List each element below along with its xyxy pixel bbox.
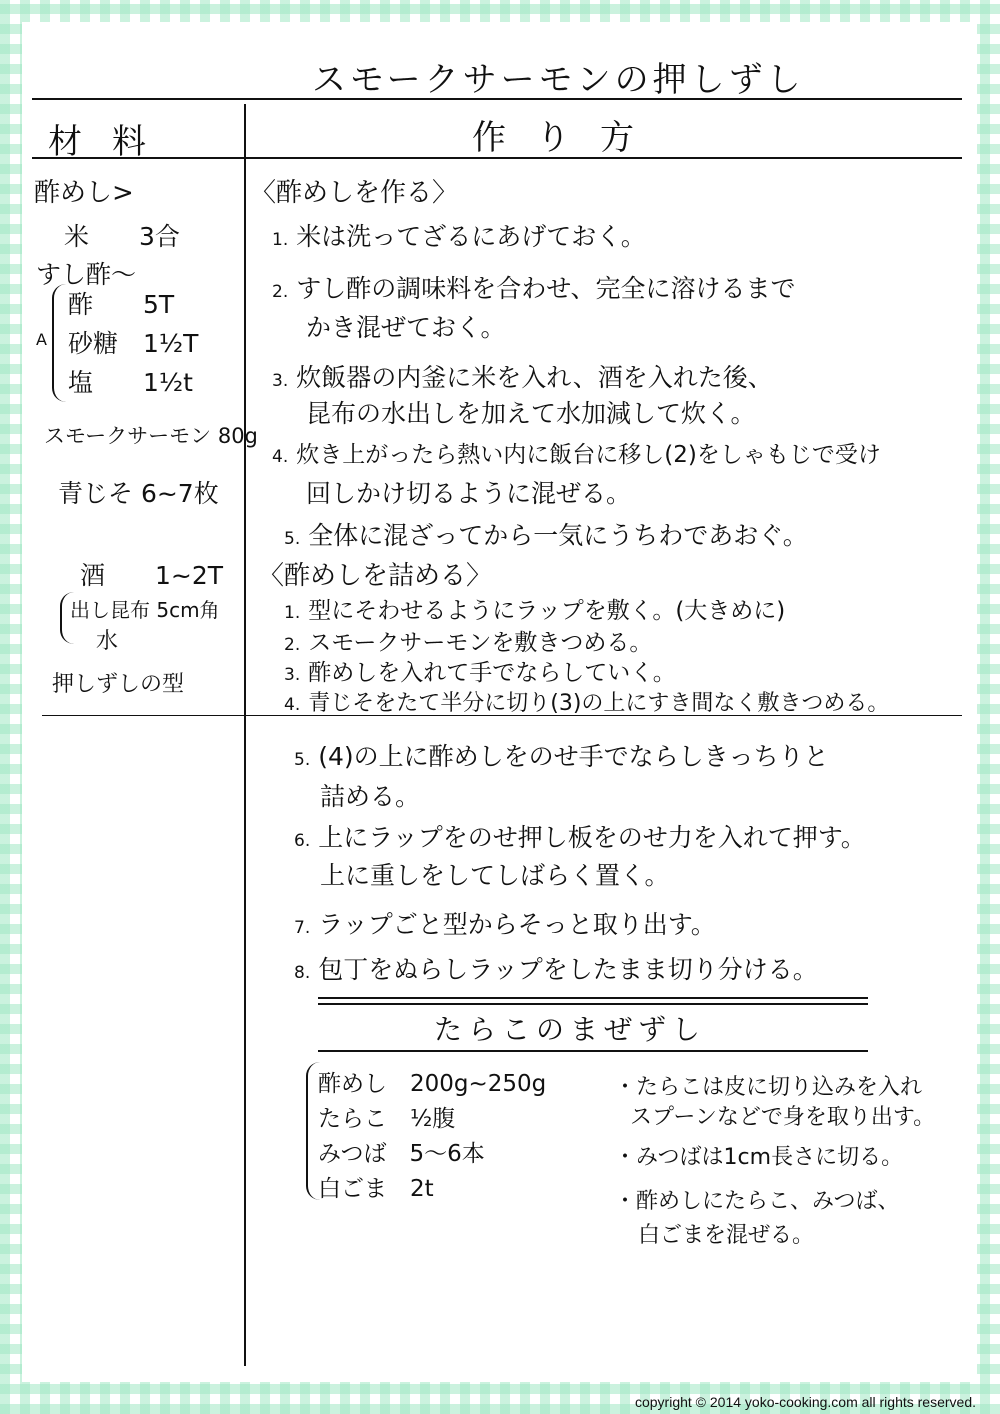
sushizu-label: すし酢～ (36, 260, 137, 289)
column-divider (244, 104, 246, 1366)
salmon-item: スモークサーモン 80g (44, 424, 258, 448)
vinegar-item: 酢 5T (68, 290, 175, 319)
step-2-5-cont: 詰める。 (320, 782, 421, 811)
step-1-2-cont: かき混ぜておく。 (306, 313, 506, 342)
salt-item: 塩 1½t (68, 368, 193, 397)
tarako-title-underline (318, 1050, 868, 1052)
tarako-item-sumeshi: 酢めし 200g~250g (318, 1071, 547, 1097)
sake-item: 酒 1~2T (80, 561, 224, 590)
step-1-5: 5. 全体に混ざってから一気にうちわであおぐ。 (284, 521, 808, 550)
tarako-note-3-cont: 白ごまを混ぜる。 (638, 1223, 815, 1248)
tarako-title: たらこのまぜずし (434, 1013, 707, 1046)
step-1-4: 4. 炊き上がったら熱い内に飯台に移し(2)をしゃもじで受け (272, 442, 881, 468)
water-item: 水 (96, 629, 119, 654)
step-2-4: 4. 青じそをたて半分に切り(3)の上にすき間なく敷きつめる。 (284, 691, 890, 716)
step-1-3: 3. 炊飯器の内釜に米を入れ、酒を入れた後、 (272, 363, 773, 392)
step-1-2: 2. すし酢の調味料を合わせ、完全に溶けるまで (272, 274, 796, 303)
step-1-3-cont: 昆布の水出しを加えて水加減して炊く。 (306, 399, 756, 428)
tarako-item-mitsuba: みつば 5～6本 (318, 1141, 485, 1167)
tarako-note-2: ・みつばは1cm長さに切る。 (614, 1145, 904, 1170)
tarako-note-1: ・たらこは皮に切り込みを入れ (614, 1075, 923, 1100)
step-1-4-cont: 回しかけ切るように混ぜる。 (306, 479, 632, 508)
ingredients-header: 材料 (48, 122, 176, 162)
tarako-double-rule-bottom (318, 1003, 868, 1005)
method-header: 作り方 (472, 118, 664, 158)
step-2-6-cont: 上に重しをしてしばらく置く。 (320, 861, 670, 890)
step-2-7: 7. ラップごと型からそっと取り出す。 (294, 910, 716, 939)
section-pack-sumeshi: 〈酢めしを詰める〉 (258, 561, 493, 591)
tarako-double-rule-top (318, 997, 868, 999)
tarako-note-1-cont: スプーンなどで身を取り出す。 (630, 1105, 936, 1130)
step-2-1: 1. 型にそわせるようにラップを敷く。(大きめに) (284, 598, 786, 624)
title-divider (32, 98, 962, 100)
sumeshi-label: 酢めし> (34, 178, 134, 208)
step-1-1: 1. 米は洗ってざるにあげておく。 (272, 222, 646, 251)
step-2-6: 6. 上にラップをのせ押し板をのせ力を入れて押す。 (294, 823, 866, 852)
dashi-kombu-item: 出し昆布 5cm角 (70, 598, 220, 622)
header-divider (32, 157, 962, 159)
mold-item: 押しずしの型 (52, 672, 185, 697)
sugar-item: 砂糖 1½T (68, 329, 199, 358)
step-2-2: 2. スモークサーモンを敷きつめる。 (284, 630, 653, 656)
shiso-item: 青じそ 6~7枚 (58, 479, 219, 508)
recipe-sheet (22, 22, 977, 1382)
tarako-item-sesame: 白ごま 2t (318, 1176, 434, 1202)
section-make-sumeshi: 〈酢めしを作る〉 (250, 178, 459, 208)
step-2-8: 8. 包丁をぬらしラップをしたまま切り分ける。 (294, 955, 818, 984)
recipe-title: スモークサーモンの押しずし (312, 60, 805, 100)
rice-item: 米 3合 (64, 222, 180, 251)
tarako-note-3: ・酢めしにたらこ、みつば、 (614, 1189, 900, 1214)
step-2-3: 3. 酢めしを入れて手でならしていく。 (284, 660, 676, 686)
group-a-bracket (52, 284, 68, 402)
copyright-notice: copyright © 2014 yoko-cooking.com all rights reserved. (634, 1394, 976, 1410)
tarako-item-tarako: たらこ ½腹 (318, 1106, 456, 1132)
step-2-5: 5. (4)の上に酢めしをのせ手でならしきっちりと (294, 742, 829, 771)
group-a-label: A (36, 330, 47, 349)
